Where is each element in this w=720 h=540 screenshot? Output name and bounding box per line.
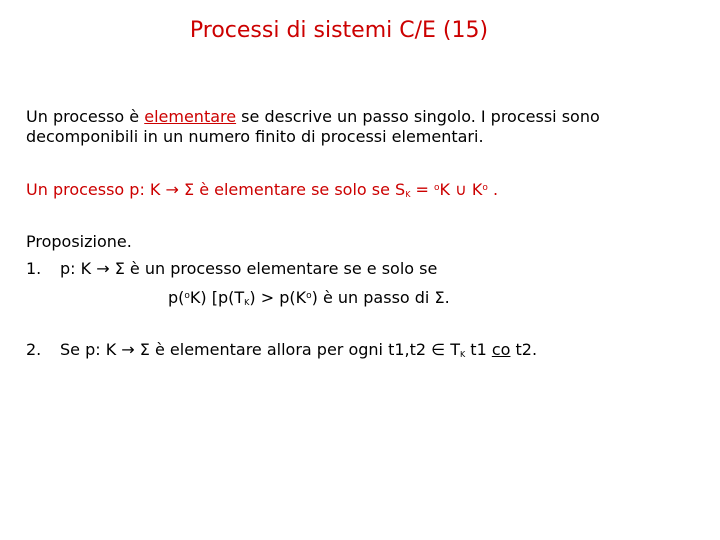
proposition-item-1 (26, 259, 437, 279)
definition-sup-o2: o (482, 183, 488, 193)
item-2-co: co (491, 340, 511, 359)
formula-sup-2: o (306, 291, 312, 301)
intro-line-1 (26, 107, 600, 127)
item-2-sub-k: K (459, 350, 466, 359)
formula-c: ) > p(K (249, 288, 307, 307)
formula-a: p( (168, 288, 185, 307)
item-1-text: p: K → Σ è un processo elementare se e solo se (60, 259, 438, 278)
item-2-number: 2. (26, 340, 42, 359)
item-2-text-b: t1 (465, 340, 492, 359)
intro-text-c: se descrive un passo singolo. I processi sono (236, 107, 600, 126)
intro-line-2: decomponibili in un numero finito di processi elementari. (26, 127, 484, 146)
definition-union: K ∪ K (439, 180, 483, 199)
definition-map: p: K → Σ (129, 180, 195, 199)
definition-text-c: è elementare se solo se S (194, 180, 406, 199)
formula-sub: K (244, 298, 250, 307)
definition-sup-o1: o (434, 183, 440, 193)
item-2-text-c: t2. (510, 340, 538, 359)
definition-line (26, 178, 498, 205)
intro-text-a: Un processo è (26, 107, 145, 126)
proposition-heading: Proposizione. (26, 232, 132, 251)
slide-title: Processi di sistemi C/E (15) (189, 18, 489, 43)
definition-end: . (487, 180, 499, 199)
definition-sub-k: K (405, 190, 411, 199)
item-2-text-a: Se p: K → Σ è elementare allora per ogni t1,t2 ∈ T (60, 340, 460, 359)
formula-b: K) [p(T (189, 288, 245, 307)
proposition-item-2 (26, 340, 537, 365)
term-elementare: elementare (144, 107, 237, 126)
proposition-item-1-formula (168, 286, 450, 313)
formula-d: ) è un passo di Σ. (311, 288, 450, 307)
definition-text-a: Un processo (26, 180, 130, 199)
definition-equals: = (410, 180, 435, 199)
formula-sup-1: o (184, 291, 190, 301)
intro-paragraph (26, 107, 600, 147)
item-1-number: 1. (26, 259, 42, 278)
